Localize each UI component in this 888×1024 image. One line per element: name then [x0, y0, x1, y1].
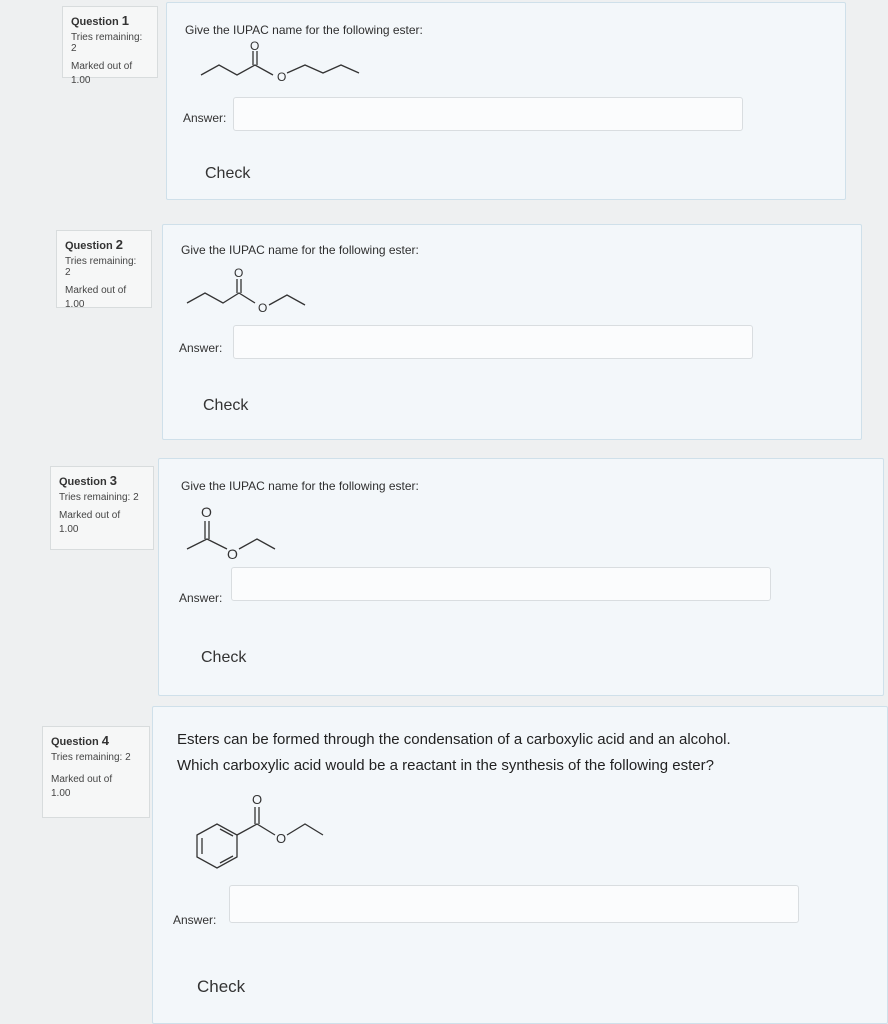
marked-out-of-value: 1.00: [51, 788, 71, 799]
answer-label: Answer:: [173, 913, 217, 927]
marked-out-of-label: Marked out of: [59, 510, 121, 521]
carbonyl-oxygen: O: [250, 39, 260, 53]
answer-label: Answer:: [183, 111, 227, 125]
question-number: [71, 13, 149, 28]
answer-input[interactable]: [233, 325, 753, 359]
tries-remaining: Tries remaining: 2: [59, 492, 139, 503]
ester-oxygen: O: [276, 831, 287, 846]
question-number: [51, 733, 141, 748]
question-content-2: [162, 224, 862, 440]
question-number-value: 3: [109, 473, 117, 488]
question-number: [59, 473, 145, 488]
ester-structure-2: [179, 263, 339, 327]
question-prompt: Give the IUPAC name for the following ester:: [185, 23, 423, 37]
ester-structure-4: [173, 791, 343, 891]
check-button[interactable]: Check: [193, 975, 249, 999]
marked-out-of-label: Marked out of: [65, 285, 127, 296]
carbonyl-oxygen: O: [234, 266, 244, 280]
marked-out-of-value: 1.00: [59, 524, 79, 535]
check-button[interactable]: Check: [197, 647, 250, 669]
question-prompt: Give the IUPAC name for the following ester:: [181, 479, 419, 493]
ester-oxygen: O: [258, 301, 268, 315]
answer-input[interactable]: [231, 567, 771, 601]
ester-oxygen: O: [277, 70, 287, 84]
question-prompt-line-2: Which carboxylic acid would be a reactant in the synthesis of the following ester?: [177, 757, 714, 774]
answer-input[interactable]: [233, 97, 743, 131]
question-number-value: 4: [101, 733, 109, 748]
ester-structure-3: [179, 499, 319, 563]
question-info-2: [56, 230, 152, 308]
ester-oxygen: O: [227, 546, 238, 562]
question-label: Question: [65, 240, 113, 252]
tries-remaining: Tries remaining: 2: [71, 32, 143, 54]
question-content-1: [166, 2, 846, 200]
question-info-1: [62, 6, 158, 86]
question-label: Question: [59, 476, 107, 488]
question-content-3: [158, 458, 884, 696]
marked-out-of-label: Marked out of: [51, 774, 113, 785]
question-label: Question: [71, 16, 119, 28]
question-prompt: Give the IUPAC name for the following ester:: [181, 243, 419, 257]
marked-out-of-value: 1.00: [65, 299, 85, 310]
question-info-4: [42, 726, 150, 818]
question-label: Question: [51, 736, 99, 748]
answer-input[interactable]: [229, 885, 799, 923]
question-prompt-line-1: Esters can be formed through the condensation of a carboxylic acid and an alcohol.: [177, 731, 731, 748]
question-number: [65, 237, 143, 252]
marked-out-of-value: 1.00: [71, 75, 91, 86]
answer-label: Answer:: [179, 341, 223, 355]
question-info-3: [50, 466, 154, 550]
tries-remaining: Tries remaining: 2: [51, 752, 131, 763]
marked-out-of-label: Marked out of: [71, 61, 133, 72]
question-number-value: 2: [115, 237, 123, 252]
carbonyl-oxygen: O: [252, 792, 263, 807]
answer-label: Answer:: [179, 591, 223, 605]
ester-structure-1: [183, 39, 383, 99]
check-button[interactable]: Check: [201, 163, 254, 185]
check-button[interactable]: Check: [199, 395, 252, 417]
tries-remaining: Tries remaining: 2: [65, 256, 137, 278]
question-content-4: [152, 706, 888, 1024]
carbonyl-oxygen: O: [201, 504, 212, 520]
question-number-value: 1: [121, 13, 129, 28]
